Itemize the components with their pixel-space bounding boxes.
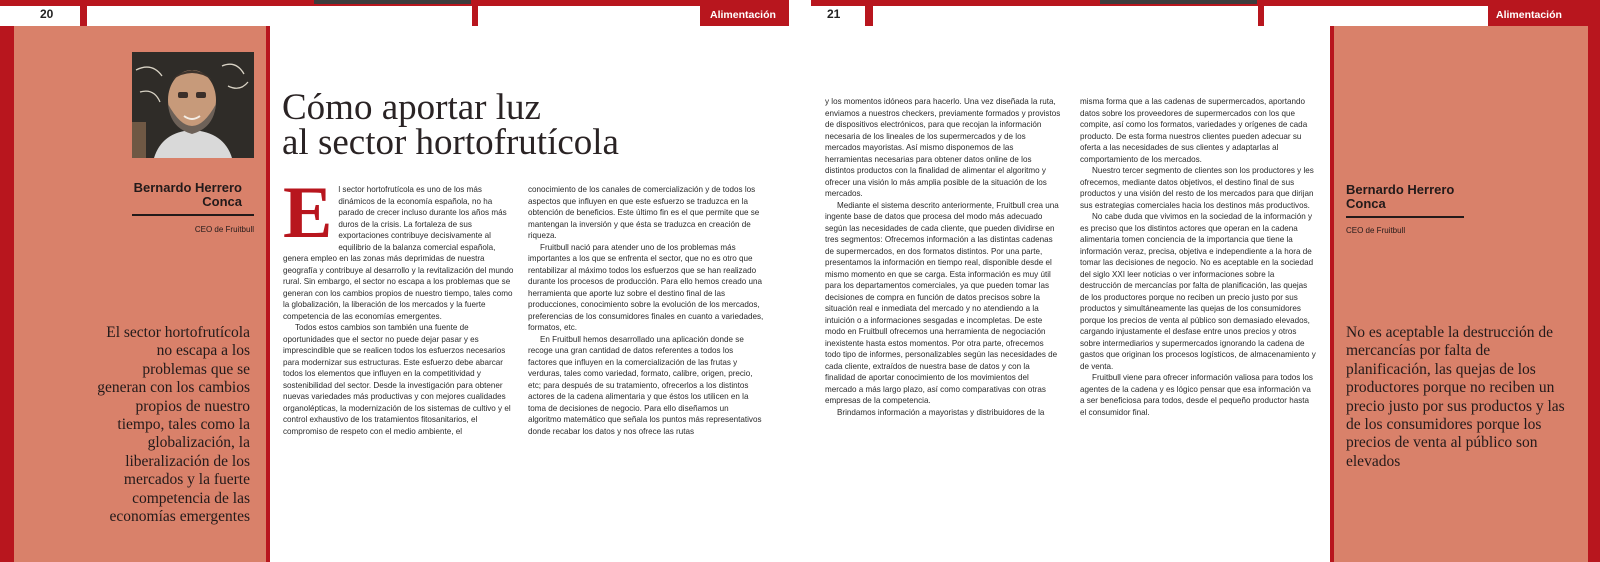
right-page-header bbox=[811, 0, 1600, 26]
author-photo bbox=[132, 52, 254, 158]
paragraph: Fruitbull viene para ofrecer información valiosa para todos los agentes de la cadena y es lógico pensar que esa información va a ser beneficiosa para todos, desde el pequeño productor hasta el consumidor final. bbox=[1080, 373, 1313, 417]
author-portrait-icon bbox=[132, 52, 254, 158]
author-divider bbox=[132, 214, 254, 216]
pull-quote: El sector hortofrutícola no escapa a los problemas que se generan con los cambios propios de nuestro tiempo, tales como la globalización, la liberalización de los mercados y la fuerte competencia de las economías emergentes bbox=[97, 324, 250, 526]
paragraph: Brindamos información a mayoristas y distribuidores de la bbox=[837, 407, 1045, 417]
right-page bbox=[811, 0, 1600, 562]
author-name: Bernardo Herrero Conca bbox=[1346, 182, 1455, 211]
paragraph: conocimiento de los canales de comercialización y de todos los aspectos que influyen en que este esfuerzo se traduzca en la obtención de beneficios. Este último fin es el que permite que se mantengan la inversión y que ésta se traduzca en creación de riqueza. bbox=[528, 185, 760, 240]
author-name: Bernardo Herrero Conca bbox=[133, 180, 242, 209]
section-label: OPINIÓN bbox=[371, 7, 418, 19]
author-role: CEO de Fruitbull bbox=[1346, 226, 1406, 235]
paragraph: En Fruitbull hemos desarrollado una aplicación donde se recoge una gran cantidad de datos referentes a todos los factores que influyen en la comercialización de las frutas y verduras, tales como variedad, formato, calibre, origen, precio, etc; para después de su tratamiento, ofrecerlos a los distintos actores de la cadena alimentaria y que éstos los utilicen en la toma de decisiones de negocio. Para ello diseñamos un algoritmo matemático que señala los puntos más representativos donde recabar los datos y nos ofrece las rutas bbox=[528, 334, 762, 436]
paragraph: El sector hortofrutícola es uno de los más dinámicos de la economía española, no ha parado de crecer incluso durante los años más duros de la crisis. La fortaleza de sus exportaciones contribuye decisivamente al equilibrio de la balanza comercial española, genera empleo en las zonas más deprimidas de nuestra geografía y contribuye al desarrollo y la revitalización del mundo rural. Sin embargo, el sector no escapa a los problemas que se generan con los cambios propios de nuestro tiempo, tales como la globalización, la liberación de los mercados y la fuerte competencia de las economías emergentes. bbox=[283, 172, 514, 321]
paragraph: Todos estos cambios son también una fuente de oportunidades que el sector no puede dejar pasar y es imprescindible que se realicen todos los esfuerzos necesarios para modernizar sus estructuras. Este esfuerzo debe abarcar todos los elementos que influyen en la competitividad y sostenibilidad del sector. Desde la investigación para obtener nuevas variedades más productivas y con mejores cualidades organolépticas, la modernización de los sistemas de cultivo y el control exhaustivo de los tratamientos fitosanitarios, el compromiso de respeto con el medio ambiente, el bbox=[283, 323, 511, 436]
category-label: Alimentación bbox=[1496, 9, 1562, 21]
author-sidebar bbox=[1334, 26, 1588, 562]
pull-quote: No es aceptable la destrucción de mercancías por falta de planificación, las quejas de los productores porque no reciben un precio justo por sus productos y las de los consumidores porque los precios de venta al público son elevados bbox=[1346, 324, 1565, 470]
paragraph: Mediante el sistema descrito anteriormente, Fruitbull crea una ingente base de datos que procesa del modo más adecuado según las necesidades de cada cliente, que pueden dividirse en tres segmentos: Ofrecemos información a las distintas cadenas de supermercados, en dos formatos distintos. Por una parte, presentamos la información en tiempo real, disponible desde el mismo momento en que se carga. Esta información es muy útil para los departamentos comerciales, ya que pueden tomar las decisiones de compra en función de datos precisos sobre la situación real e inmediata del mercado y no atendiendo a la intuición o a informaciones sesgadas e incompletas. De este modo en Fruitbull ofrecemos una herramienta de negociación inexistente hasta estos momentos. Por otra parte, ofrecemos todo tipo de informes, personalizables según las necesidades de cada cliente, extraídos de nuestra base de datos y con la finalidad de aportar conocimiento de los movimientos del mercado a más largo plazo, así como comparativas con otras empresas de la competencia. bbox=[825, 200, 1059, 405]
page-number: 21 bbox=[827, 7, 841, 21]
page-gutter bbox=[789, 0, 811, 562]
left-page-header bbox=[0, 0, 789, 26]
author-sidebar bbox=[14, 26, 266, 562]
paragraph: y los momentos idóneos para hacerlo. Una vez diseñada la ruta, enviamos a nuestros checkers, previamente formados y provistos de dispositivos electrónicos, para que recojan la información necesaria de los lineales de los supermercados y de los mercados mayoristas. Así mismo disponemos de las herramientas necesarias para obtener datos online de los distintos productos con la finalidad de alimentar el algoritmo y ofrecer una visión lo más amplia posible de la situación de los mercados. bbox=[825, 97, 1061, 198]
paragraph: misma forma que a las cadenas de supermercados, aportando datos sobre los proveedores de supermercados con los que compite, así como los formatos, variedades y orígenes de cada producto. De esta forma nuestros clientes pueden adecuar su oferta a las necesidades de sus clientes y adaptarlas al comportamiento de los mercados. bbox=[1080, 97, 1308, 164]
article-column-4 bbox=[1080, 96, 1316, 418]
author-divider bbox=[1346, 216, 1464, 218]
article-headline: Cómo aportar luz al sector hortofrutícola bbox=[282, 87, 619, 163]
author-role: CEO de Fruitbull bbox=[194, 225, 254, 234]
article-column-3 bbox=[825, 96, 1061, 418]
drop-cap: E bbox=[283, 172, 333, 254]
article-column-1 bbox=[283, 172, 516, 437]
article-body-right bbox=[811, 26, 1330, 562]
paragraph: Fruitbull nació para atender uno de los problemas más importantes a los que se enfrenta el sector, que no es otro que rentabilizar al máximo todos los esfuerzos que se han realizado durante los procesos de producción. Para ello hemos creado una herramienta que aporte luz sobre el destino final de las producciones, conocimiento sobre la evolución de los mercados, preferencias de los consumidores finales en cuanto a variedades, formatos, etc. bbox=[528, 242, 764, 332]
left-page bbox=[0, 0, 789, 562]
article-column-2 bbox=[528, 184, 764, 437]
article-body-left bbox=[270, 26, 789, 562]
category-label: Alimentación bbox=[710, 9, 776, 21]
paragraph: No cabe duda que vivimos en la sociedad de la información y es preciso que los distintos actores que operan en la cadena alimentaria tomen conciencia de la importancia que tiene la información veraz, precisa, objetiva e independiente a la hora de tomar las decisiones de negocio. No es aceptable en la sociedad del siglo XXI leer noticias o ver informaciones sobre la destrucción de mercancías por falta de planificación, las quejas de los productores porque no reciben un precio justo por sus productos y simultáneamente las quejas de los consumidores porque los precios de venta al público son demasiado elevados, cargando injustamente el desfase entre unos precios y otros sobre intermediarios y supermercados ignorando la cadena de gastos que originan los procesos logísticos, de almacenamiento y de venta. bbox=[1080, 212, 1316, 371]
section-label: OPINIÓN bbox=[1157, 7, 1204, 19]
paragraph: Nuestro tercer segmento de clientes son los productores y les ofrecemos, mediante datos objetivos, el destino final de sus productos y una visión del resto de los mercados para que dirijan sus estrategias comerciales hacia los destinos más productivos. bbox=[1080, 166, 1314, 210]
page-number: 20 bbox=[40, 7, 54, 21]
